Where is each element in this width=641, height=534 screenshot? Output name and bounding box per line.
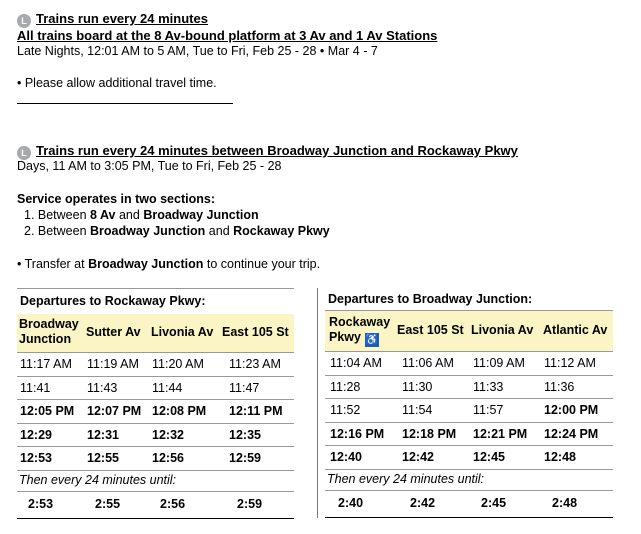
- table-cell: 12:24 PM: [544, 426, 599, 441]
- column-header: [329, 315, 395, 347]
- transfer-suffix: to continue your trip.: [203, 257, 321, 271]
- section2-title: [17, 143, 518, 160]
- wheelchair-icon: ♿: [365, 334, 379, 346]
- row-rule: [17, 491, 294, 492]
- row-rule: [325, 398, 613, 399]
- item1-prefix: 1. Between: [24, 208, 91, 222]
- table-cell: 11:54: [402, 403, 433, 417]
- table-cell: 11:28: [330, 379, 361, 394]
- row-rule: [325, 490, 613, 491]
- table-cell: 12:53: [20, 451, 52, 465]
- item2-prefix: 2. Between: [24, 224, 91, 238]
- table-title: Departures to Rockaway Pkwy:: [20, 294, 206, 308]
- row-rule: [17, 470, 294, 471]
- table-cell: 12:08 PM: [152, 404, 207, 418]
- section1-subtitle: All trains board at the 8 Av-bound platform at 3 Av and 1 Av Stations: [17, 28, 438, 43]
- column-header: Sutter Av: [86, 325, 141, 339]
- section-divider: [17, 103, 233, 104]
- sections-heading: Service operates in two sections:: [17, 192, 215, 206]
- row-rule: [17, 376, 294, 377]
- section2-schedule: Days, 11 AM to 3:05 PM, Tue to Fri, Feb 25 - 28: [17, 159, 282, 173]
- table-cell: 12:32: [152, 427, 184, 442]
- table-header: [17, 314, 294, 352]
- table-cell: 12:21 PM: [473, 426, 528, 441]
- table-cell: 11:44: [152, 380, 183, 395]
- rockaway-departures-table: [17, 288, 294, 518]
- l-train-bullet-icon: L: [17, 146, 31, 160]
- table-cell: 11:06 AM: [402, 356, 454, 370]
- table-cell: 11:04 AM: [330, 356, 382, 370]
- transfer-prefix: • Transfer at: [17, 257, 89, 271]
- table-cell: 11:20 AM: [152, 357, 204, 371]
- row-rule: [325, 445, 613, 446]
- table-header: [325, 311, 613, 351]
- row-rule: [17, 399, 294, 400]
- section-item-1: [24, 208, 259, 222]
- table-bottom-rule: [325, 517, 613, 518]
- table-cell: 12:05 PM: [20, 404, 75, 418]
- table-cell: 11:36: [544, 379, 575, 394]
- table-cell: 11:09 AM: [473, 356, 525, 370]
- section2-title-text: Trains run every 24 minutes between Broadway Junction and Rockaway Pkwy: [36, 143, 518, 158]
- table-cell: 12:18 PM: [402, 426, 457, 441]
- table-cell: 2:42: [410, 495, 436, 510]
- item1-and: and: [115, 208, 144, 222]
- section1-title: [17, 11, 208, 28]
- column-header: Atlantic Av: [543, 323, 608, 337]
- table-cell: 12:56: [152, 451, 184, 465]
- row-rule: [17, 352, 294, 353]
- column-header: Broadway Junction: [19, 317, 79, 346]
- item2-station-a: Broadway Junction: [90, 224, 206, 238]
- rockaway-pkwy-label: Rockaway Pkwy: [329, 315, 391, 344]
- table-cell: 2:48: [552, 495, 578, 510]
- table-cell: 2:56: [160, 496, 186, 511]
- column-header: Livonia Av: [151, 325, 214, 339]
- table-cell: 2:59: [237, 496, 263, 511]
- table-cell: 2:40: [338, 495, 364, 510]
- table-cell: 12:35: [229, 427, 261, 442]
- table-bottom-rule: [17, 518, 294, 519]
- table-cell: 2:55: [95, 496, 121, 511]
- row-rule: [17, 446, 294, 447]
- l-train-bullet-icon: L: [17, 14, 31, 28]
- table-cell: 11:12 AM: [544, 356, 596, 370]
- table-cell: 2:53: [28, 496, 54, 511]
- column-header: Livonia Av: [471, 323, 534, 337]
- then-every-note: Then every 24 minutes until:: [19, 472, 177, 487]
- table-cell: 12:48: [544, 450, 576, 464]
- column-header: East 105 St: [397, 323, 464, 337]
- table-top-rule: [17, 288, 294, 289]
- table-cell: 12:59: [229, 451, 261, 465]
- row-rule: [325, 422, 613, 423]
- table-cell: 11:33: [473, 379, 504, 394]
- table-cell: 12:07 PM: [87, 404, 142, 418]
- item1-station-a: 8 Av: [90, 208, 116, 222]
- row-rule: [325, 351, 613, 352]
- table-title: Departures to Broadway Junction:: [328, 292, 533, 306]
- table-cell: 11:19 AM: [87, 357, 139, 371]
- table-cell: 12:16 PM: [330, 426, 385, 441]
- table-cell: 11:30: [402, 379, 433, 394]
- table-cell: 11:52: [330, 403, 361, 417]
- table-cell: 11:23 AM: [229, 357, 281, 371]
- section1-title-text: Trains run every 24 minutes: [36, 11, 208, 26]
- item2-and: and: [205, 224, 234, 238]
- table-cell: 12:42: [402, 450, 434, 464]
- row-rule: [325, 469, 613, 470]
- table-cell: 11:43: [87, 380, 118, 395]
- table-cell: 12:55: [87, 451, 119, 465]
- item1-station-b: Broadway Junction: [143, 208, 259, 222]
- table-cell: 12:29: [20, 427, 52, 442]
- then-every-note: Then every 24 minutes until:: [327, 471, 485, 486]
- table-cell: 11:41: [20, 380, 51, 395]
- transfer-station: Broadway Junction: [88, 257, 204, 271]
- section1-schedule: Late Nights, 12:01 AM to 5 AM, Tue to Fri, Feb 25 - 28 • Mar 4 - 7: [17, 44, 378, 58]
- transfer-note: [17, 257, 320, 271]
- row-rule: [17, 423, 294, 424]
- item2-station-b: Rockaway Pkwy: [233, 224, 330, 238]
- table-cell: 11:47: [229, 380, 260, 395]
- column-header: East 105 St: [222, 325, 289, 339]
- section-item-2: [24, 224, 330, 238]
- table-cell: 12:31: [87, 427, 119, 442]
- table-cell: 12:11 PM: [229, 404, 283, 418]
- table-cell: 11:17 AM: [20, 357, 72, 371]
- broadway-departures-table: [325, 288, 613, 518]
- table-cell: 11:57: [473, 403, 504, 417]
- table-cell: 12:45: [473, 450, 505, 464]
- table-cell: 2:45: [481, 495, 507, 510]
- section1-note: • Please allow additional travel time.: [17, 76, 217, 90]
- row-rule: [325, 375, 613, 376]
- tables-separator: [317, 288, 318, 518]
- table-cell: 12:40: [330, 450, 362, 464]
- table-cell: 12:00 PM: [544, 403, 599, 417]
